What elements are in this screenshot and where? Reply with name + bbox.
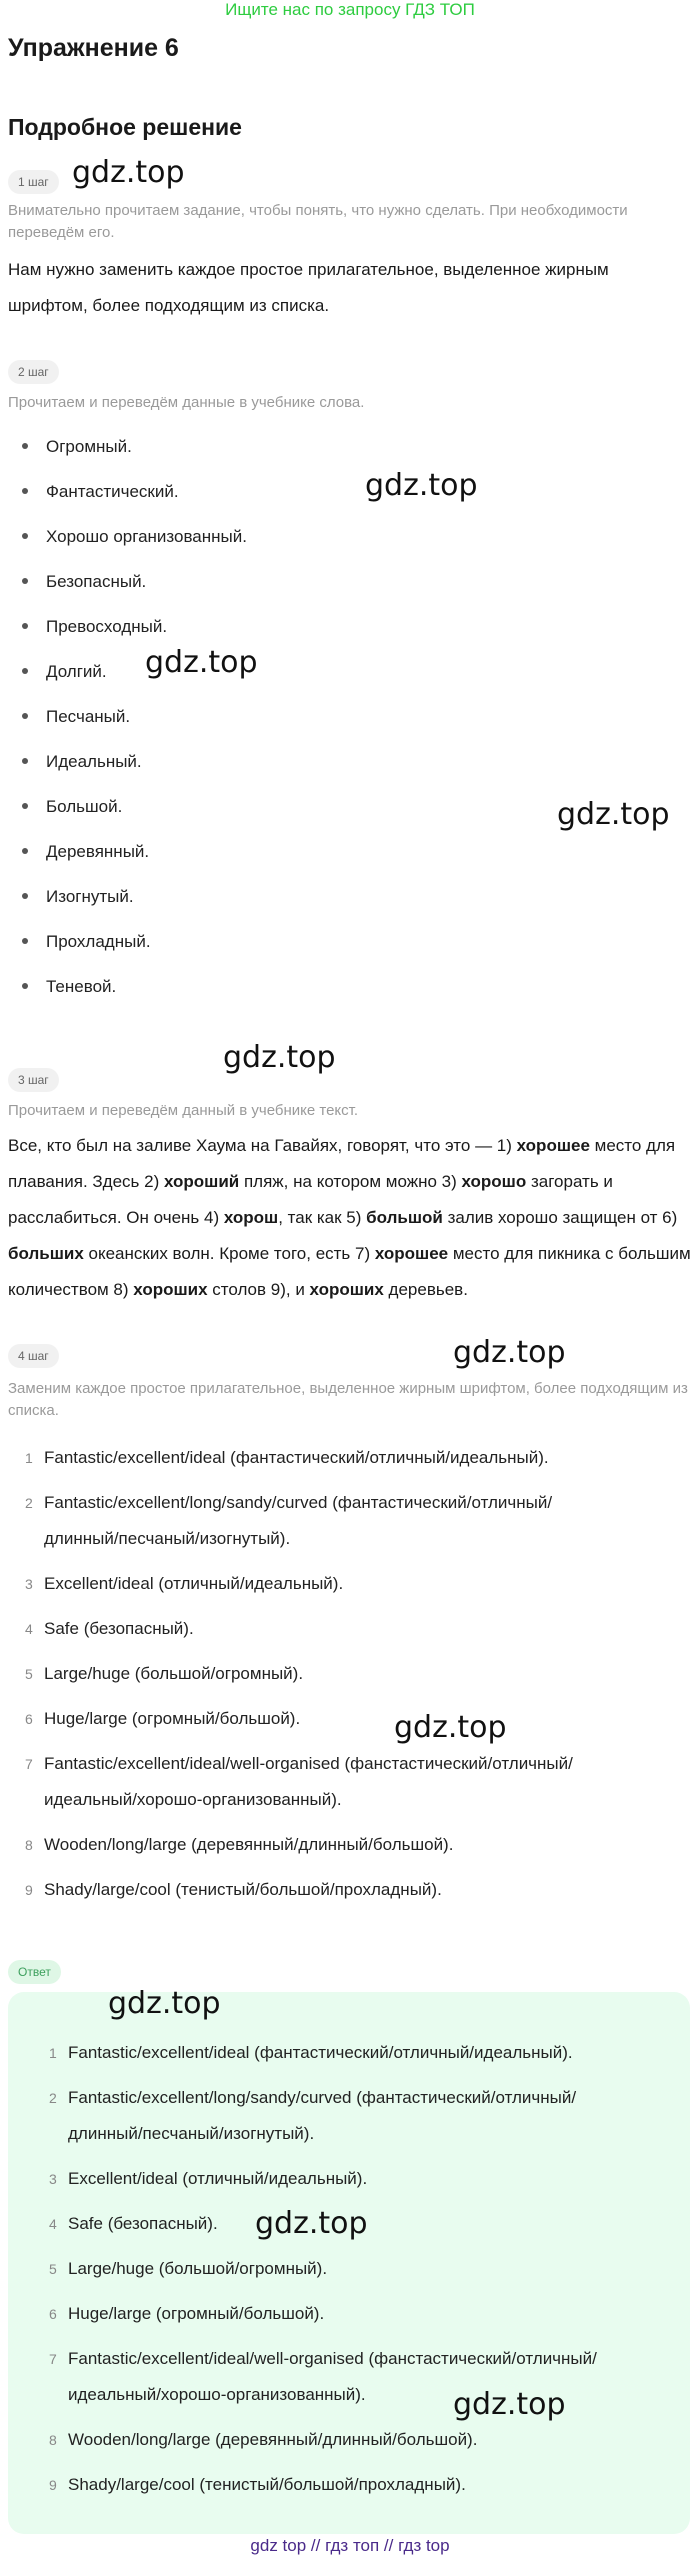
list-number: 2 — [49, 2090, 57, 2106]
list-item-continuation: длинный/песчаный/изогнутый). — [44, 1529, 291, 1548]
word-list-item — [22, 752, 142, 772]
word-text: Долгий. — [46, 662, 107, 681]
bullet-icon — [22, 488, 28, 494]
list-item: Huge/large (огромный/большой). — [68, 2304, 325, 2323]
text-run: пляж, на котором можно 3) — [239, 1172, 462, 1191]
bullet-icon — [22, 533, 28, 539]
bold-word: хорошее — [516, 1136, 590, 1155]
word-text: Хорошо организованный. — [46, 527, 247, 546]
list-number: 6 — [49, 2306, 57, 2322]
word-list-item — [22, 437, 132, 457]
text-run: залив хорошо защищен от 6) — [442, 1208, 678, 1227]
word-list-item — [22, 887, 134, 907]
bold-word: хорошо — [461, 1172, 527, 1191]
bullet-icon — [22, 623, 28, 629]
bullet-icon — [22, 758, 28, 764]
step-4-badge: 4 шаг — [8, 1344, 59, 1368]
list-number: 9 — [49, 2477, 57, 2493]
list-item-continuation: идеальный/хорошо-организованный). — [68, 2385, 366, 2404]
word-list-item — [22, 932, 151, 952]
bold-word: хороший — [163, 1172, 240, 1191]
list-item: Large/huge (большой/огромный). — [68, 2259, 328, 2278]
word-text: Превосходный. — [46, 617, 168, 636]
word-list-item — [22, 797, 122, 817]
bullet-icon — [22, 938, 28, 944]
text-run: место для плавания. Здесь 2) — [8, 1136, 676, 1191]
word-text: Изогнутый. — [46, 887, 134, 906]
list-item: Fantastic/excellent/long/sandy/curved (фантастический/отличный/ — [44, 1493, 553, 1512]
word-text: Фантастический. — [46, 482, 179, 501]
list-number: 8 — [49, 2432, 57, 2448]
step-1-text: Нам нужно заменить каждое простое прилагательное, выделенное жирным шрифтом, более подходящим из списка. — [8, 260, 609, 315]
section-title: Подробное решение — [8, 114, 242, 140]
bold-word: хороших — [133, 1280, 208, 1299]
watermark: gdz.top — [255, 2206, 368, 2241]
word-list-item — [22, 482, 179, 502]
bold-word: хорошее — [374, 1244, 449, 1263]
list-item-continuation: длинный/песчаный/изогнутый). — [68, 2124, 315, 2143]
word-list-item — [22, 662, 107, 682]
list-item: Fantastic/excellent/long/sandy/curved (фантастический/отличный/ — [68, 2088, 577, 2107]
bold-word: хороших — [309, 1280, 384, 1299]
list-number: 8 — [25, 1837, 33, 1853]
step-4-note: Заменим каждое простое прилагательное, выделенное жирным шрифтом, более подходящим из списка. — [8, 1380, 688, 1419]
list-item: Shady/large/cool (тенистый/большой/прохладный). — [68, 2475, 466, 2494]
watermark: gdz.top — [72, 155, 185, 190]
bold-word: большой — [366, 1208, 443, 1227]
word-list-item — [22, 977, 116, 997]
watermark: gdz.top — [394, 1710, 507, 1745]
text-run: столов 9), и — [207, 1280, 310, 1299]
step-3-badge: 3 шаг — [8, 1068, 59, 1092]
list-item: Excellent/ideal (отличный/идеальный). — [68, 2169, 368, 2188]
text-run: место для пикника с большим количеством 8) — [8, 1244, 691, 1299]
list-item: Fantastic/excellent/ideal (фантастический/отличный/идеальный). — [44, 1448, 549, 1467]
bullet-icon — [22, 803, 28, 809]
list-number: 7 — [25, 1756, 33, 1772]
watermark: gdz.top — [453, 1335, 566, 1370]
step-2-badge: 2 шаг — [8, 360, 59, 384]
bold-word: хорош — [223, 1208, 279, 1227]
list-item: Wooden/long/large (деревянный/длинный/большой). — [68, 2430, 478, 2449]
list-number: 7 — [49, 2351, 57, 2367]
word-text: Теневой. — [46, 977, 117, 996]
bullet-icon — [22, 443, 28, 449]
list-item: Safe (безопасный). — [44, 1619, 194, 1638]
list-number: 3 — [49, 2171, 57, 2187]
word-text: Безопасный. — [46, 572, 147, 591]
watermark: gdz.top — [223, 1040, 336, 1075]
list-number: 4 — [25, 1621, 33, 1637]
list-item: Fantastic/excellent/ideal (фантастический/отличный/идеальный). — [68, 2043, 573, 2062]
word-text: Прохладный. — [46, 932, 151, 951]
text-run: загорать и расслабиться. Он очень 4) — [8, 1172, 613, 1227]
word-text: Большой. — [46, 797, 123, 816]
watermark: gdz.top — [108, 1986, 221, 2021]
bullet-icon — [22, 983, 28, 989]
watermark: gdz.top — [453, 2387, 566, 2422]
word-text: Идеальный. — [46, 752, 142, 771]
list-item: Fantastic/excellent/ideal/well-organised (фанстастический/отличный/ — [68, 2349, 597, 2368]
list-item: Fantastic/excellent/ideal/well-organised (фанстастический/отличный/ — [44, 1754, 573, 1773]
bullet-icon — [22, 713, 28, 719]
word-list-item — [22, 617, 167, 637]
list-item-continuation: идеальный/хорошо-организованный). — [44, 1790, 342, 1809]
top-banner[interactable]: Ищите нас по запросу ГДЗ ТОП — [225, 0, 475, 19]
step-1-badge: 1 шаг — [8, 170, 59, 194]
word-text: Огромный. — [46, 437, 132, 456]
bold-word: больших — [8, 1244, 84, 1263]
list-item: Shady/large/cool (тенистый/большой/прохладный). — [44, 1880, 442, 1899]
list-number: 5 — [49, 2261, 57, 2277]
step-3-text — [8, 1128, 693, 1308]
list-item: Wooden/long/large (деревянный/длинный/большой). — [44, 1835, 454, 1854]
word-list-item — [22, 707, 130, 727]
word-list-item — [22, 572, 146, 592]
list-item: Excellent/ideal (отличный/идеальный). — [44, 1574, 344, 1593]
watermark: gdz.top — [145, 645, 258, 680]
answer-badge: Ответ — [8, 1960, 61, 1984]
footer-links[interactable]: gdz top // гдз топ // гдз top — [250, 2536, 450, 2555]
watermark: gdz.top — [557, 797, 670, 832]
bullet-icon — [22, 893, 28, 899]
list-item: Huge/large (огромный/большой). — [44, 1709, 301, 1728]
list-number: 2 — [25, 1495, 33, 1511]
step-2-note: Прочитаем и переведём данные в учебнике слова. — [8, 394, 365, 411]
watermark: gdz.top — [365, 468, 478, 503]
list-number: 3 — [25, 1576, 33, 1592]
step-1-note: Внимательно прочитаем задание, чтобы понять, что нужно сделать. При необходимости переведём его. — [8, 202, 628, 241]
text-run: , так как 5) — [278, 1208, 367, 1227]
word-list-item — [22, 527, 247, 547]
bullet-icon — [22, 848, 28, 854]
list-item: Large/huge (большой/огромный). — [44, 1664, 304, 1683]
text-run: деревьев. — [383, 1280, 468, 1299]
list-item: Safe (безопасный). — [68, 2214, 218, 2233]
text-run: океанских волн. Кроме того, есть 7) — [83, 1244, 375, 1263]
bullet-icon — [22, 578, 28, 584]
word-text: Деревянный. — [46, 842, 150, 861]
step-3-note: Прочитаем и переведём данный в учебнике текст. — [8, 1102, 359, 1119]
list-number: 5 — [25, 1666, 33, 1682]
word-list-item — [22, 842, 149, 862]
list-number: 1 — [25, 1450, 33, 1466]
bullet-icon — [22, 668, 28, 674]
list-number: 1 — [49, 2045, 57, 2061]
list-number: 9 — [25, 1882, 33, 1898]
text-run: Все, кто был на заливе Хаума на Гавайях, говорят, что это — 1) — [8, 1136, 517, 1155]
list-number: 6 — [25, 1711, 33, 1727]
page-title: Упражнение 6 — [8, 34, 179, 62]
word-text: Песчаный. — [46, 707, 131, 726]
list-number: 4 — [49, 2216, 57, 2232]
